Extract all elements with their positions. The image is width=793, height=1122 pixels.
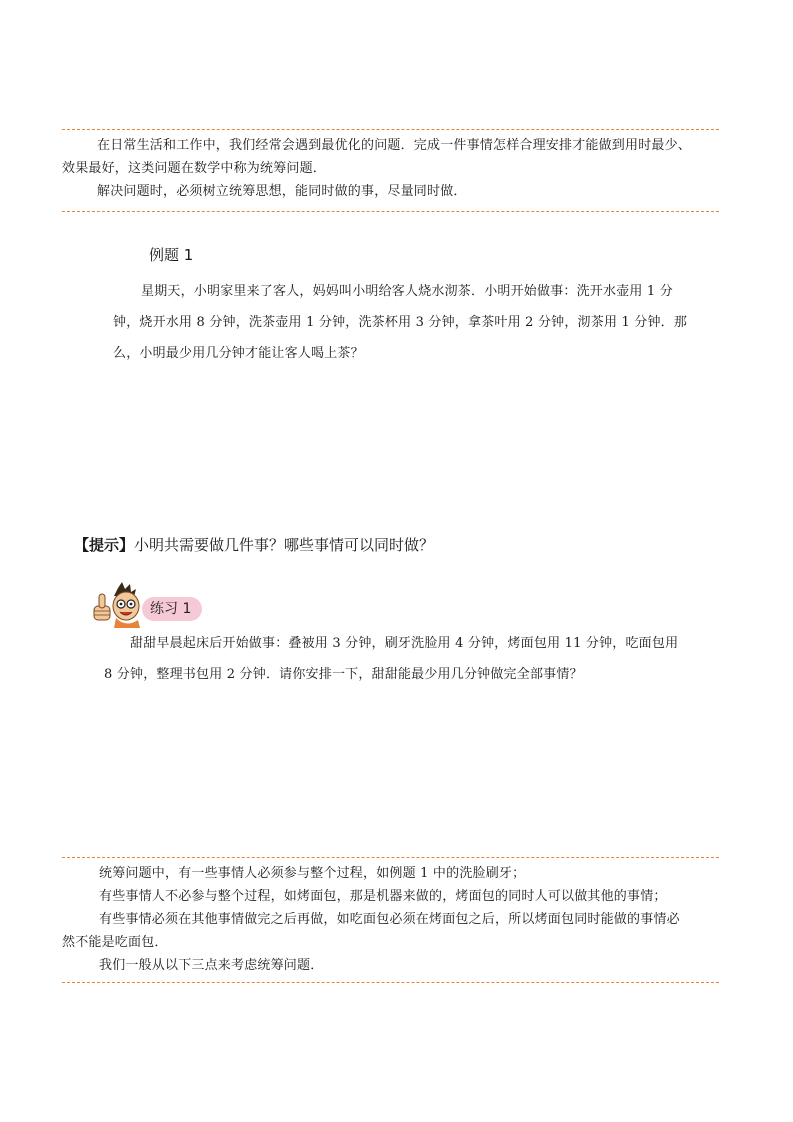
practice-1-line-1: 甜甜早晨起床后开始做事：叠被用 3 分钟，刷牙洗脸用 4 分钟，烤面包用 11 分钟，吃面包用 [130, 636, 679, 651]
intro-line-3: 解决问题时，必须树立统筹思想，能同时做的事，尽量同时做． [97, 184, 467, 199]
divider-bottom-intro [62, 211, 719, 212]
divider-bottom-summary [62, 982, 719, 983]
summary-line-3: 有些事情必须在其他事情做完之后再做，如吃面包必须在烤面包之后，所以烤面包同时能做的事情必 [99, 912, 680, 927]
divider-top-summary [62, 857, 719, 858]
example-1-line-2: 钟，烧开水用 8 分钟，洗茶壶用 1 分钟，洗茶杯用 3 分钟，拿茶叶用 2 分钟，沏茶用 1 分钟．那 [113, 315, 688, 330]
intro-line-2: 效果最好，这类问题在数学中称为统筹问题． [62, 161, 327, 176]
summary-line-2: 有些事情人不必参与整个过程，如烤面包，那是机器来做的，烤面包的同时人可以做其他的事情； [99, 889, 667, 904]
practice-1-line-2: 8 分钟，整理书包用 2 分钟．请你安排一下，甜甜能最少用几分钟做完全部事情？ [104, 667, 583, 682]
practice-1-title: 练习 1 [142, 597, 202, 621]
summary-line-1: 统筹问题中，有一些事情人必须参与整个过程，如例题 1 中的洗脸刷牙； [99, 866, 526, 881]
example-1-title: 例题 1 [149, 246, 194, 264]
hint [74, 534, 434, 555]
hint-text: 小明共需要做几件事？哪些事情可以同时做？ [134, 536, 435, 554]
summary-line-4: 然不能是吃面包． [62, 935, 168, 950]
summary-line-5: 我们一般从以下三点来考虑统筹问题． [99, 958, 324, 973]
intro-line-1: 在日常生活和工作中，我们经常会遇到最优化的问题．完成一件事情怎样合理安排才能做到用时最少、 [97, 138, 692, 153]
thumbs-up-mascot-icon [88, 582, 150, 628]
hint-label: 【提示】 [74, 536, 135, 554]
divider-top-intro [62, 129, 719, 130]
example-1-line-1: 星期天，小明家里来了客人，妈妈叫小明给客人烧水沏茶．小明开始做事：洗开水壶用 1 分 [141, 284, 673, 299]
example-1-line-3: 么，小明最少用几分钟才能让客人喝上茶？ [113, 346, 364, 361]
